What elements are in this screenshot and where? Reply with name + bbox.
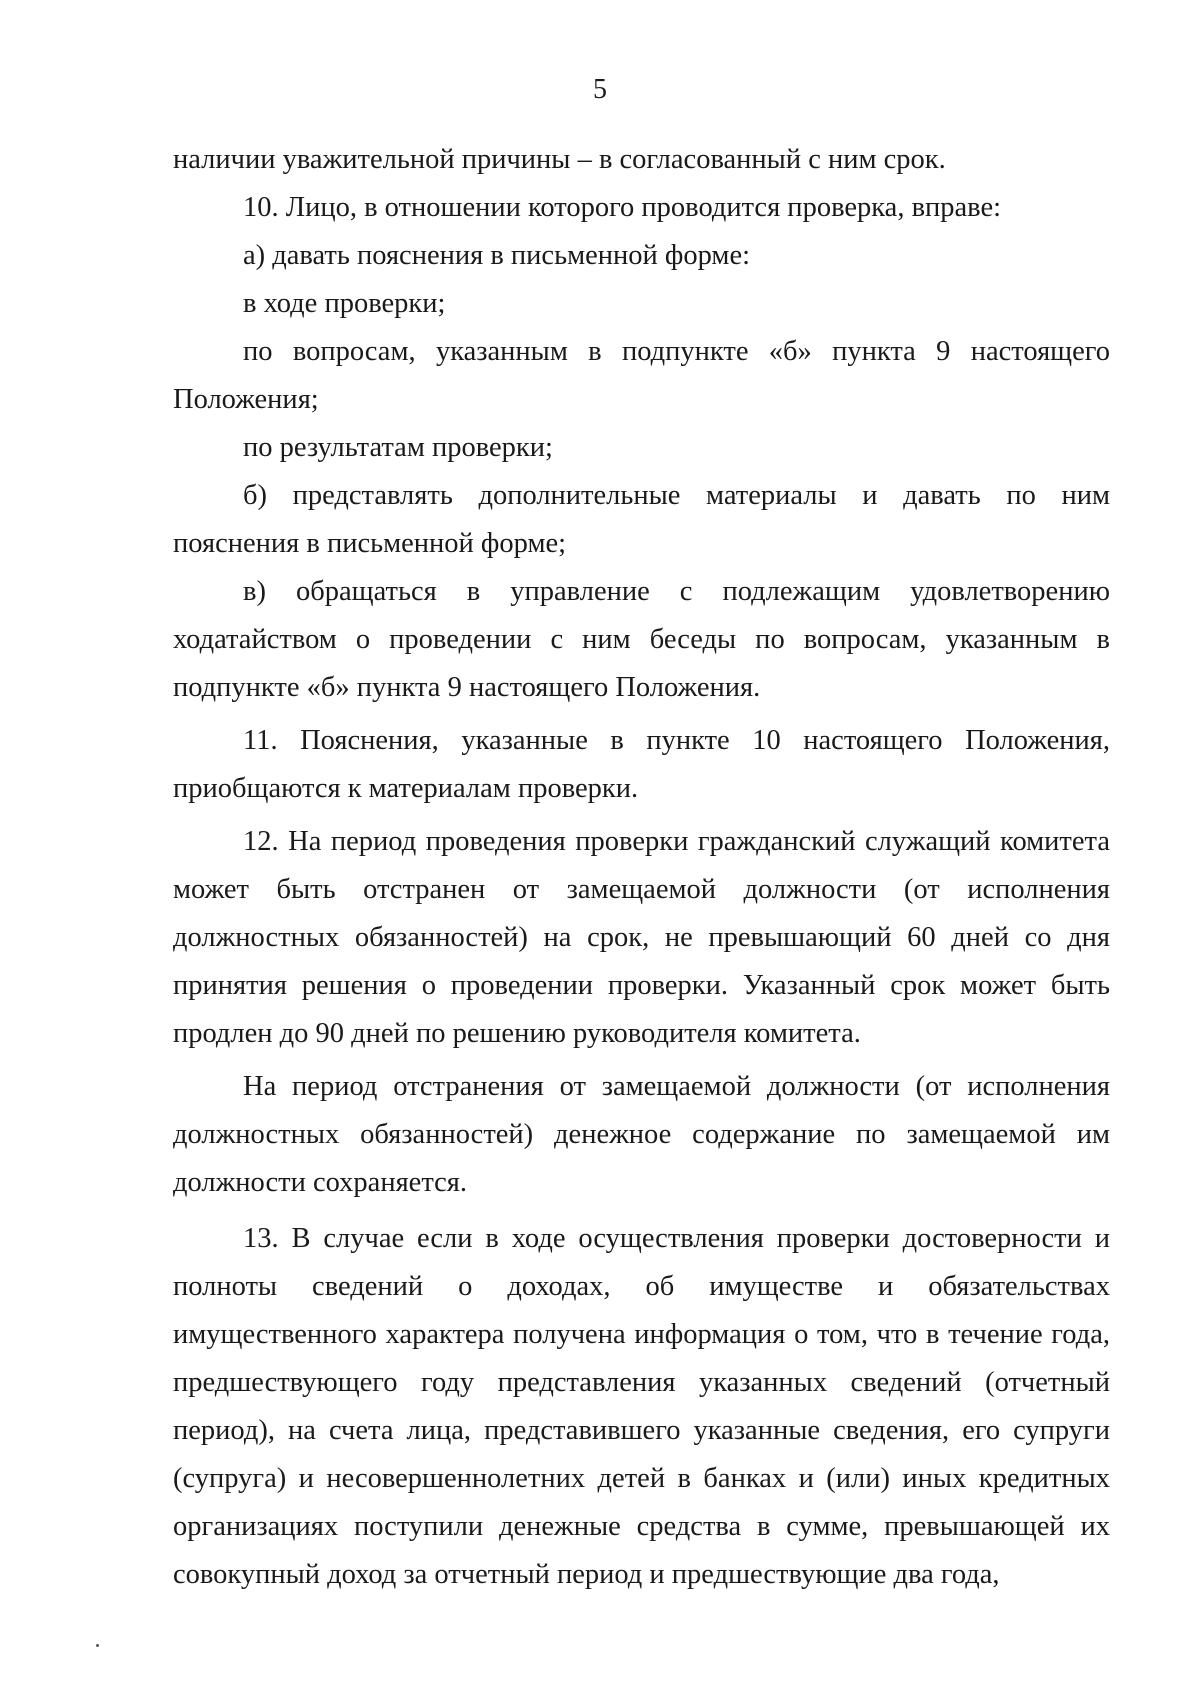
paragraph-item-12: 12. На период проведения проверки гражданский служащий комитета может быть отстранен от замещаемой должности (от исполнения должностных обязанностей) на срок, не превышающий 60 дней со дня принятия решения о проведении проверки. Указанный срок может быть продлен до 90 дней по решению руководителя комитета. [173, 826, 1110, 1049]
paragraph-subitem-v: в) обращаться в управление с подлежащим удовлетворению ходатайством о проведении с ним беседы по вопросам, указанным в подпункте «б» пункта 9 настоящего Положения. [173, 576, 1110, 703]
scan-speck [96, 1644, 99, 1647]
paragraph-subitem-a: а) давать пояснения в письменной форме: [243, 240, 751, 271]
page-number: 5 [593, 74, 607, 105]
paragraph-item-10: 10. Лицо, в отношении которого проводится проверка, вправе: [243, 192, 1002, 223]
document-body [173, 136, 1110, 1599]
paragraph-item-11: 11. Пояснения, указанные в пункте 10 настоящего Положения, приобщаются к материалам проверки. [173, 725, 1110, 804]
paragraph-during-check: в ходе проверки; [243, 288, 446, 319]
paragraph-on-questions: по вопросам, указанным в подпункте «б» пункта 9 настоящего Положения; [173, 336, 1110, 415]
paragraph-subitem-b: б) представлять дополнительные материалы и давать по ним пояснения в письменной форме; [173, 480, 1110, 559]
paragraph-continuation: наличии уважительной причины – в согласованный с ним срок. [173, 144, 946, 175]
paragraph-suspension-salary: На период отстранения от замещаемой должности (от исполнения должностных обязанностей) денежное содержание по замещаемой им должности сохраняется. [173, 1071, 1110, 1198]
paragraph-item-13: 13. В случае если в ходе осуществления проверки достоверности и полноты сведений о доходах, об имуществе и обязательствах имущественного характера получена информация о том, что в течение года, предшествующего году представления указанных сведений (отчетный период), на счета лица, представившего указанные сведения, его супруги (супруга) и несовершеннолетних детей в банках и (или) иных кредитных организациях поступили денежные средства в сумме, превышающей их совокупный доход за отчетный период и предшествующие два года, [173, 1223, 1110, 1590]
paragraph-on-results: по результатам проверки; [243, 432, 553, 463]
